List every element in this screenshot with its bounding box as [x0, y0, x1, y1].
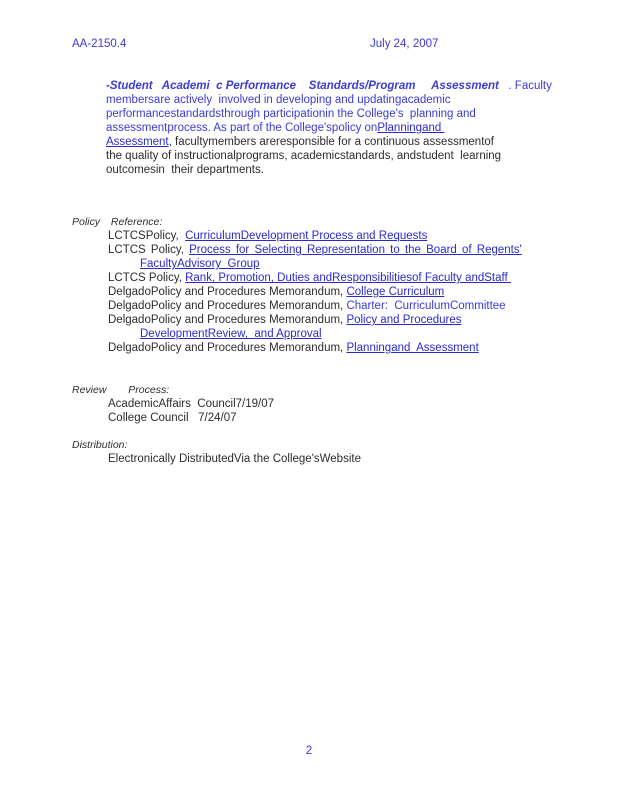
text-segment: . Faculty	[498, 80, 552, 92]
text-line	[108, 313, 522, 327]
text-line	[108, 285, 522, 299]
review-process-list	[108, 397, 274, 425]
text-line	[108, 229, 522, 243]
text-segment: assessmentprocess. As part of the College'spolicy on	[106, 122, 378, 134]
text-line	[108, 411, 274, 425]
regents-representation-link[interactable]: Process for Selecting Representation to the Board of Regents'	[189, 244, 522, 256]
text-segment: DelgadoPolicy and Procedures Memorandum,	[108, 286, 347, 298]
text-line	[106, 79, 552, 93]
text-line	[108, 397, 274, 411]
distribution-label: Distribution:	[72, 439, 128, 451]
text-segment: outcomesin their departments.	[106, 164, 264, 176]
document-date: July 24, 2007	[370, 38, 439, 50]
planning-and-assessment-memo-link[interactable]: Planningand Assessment	[346, 342, 479, 354]
distribution-list	[108, 452, 361, 466]
text-line	[106, 121, 552, 135]
policy-procedures-development-link[interactable]: DevelopmentReview, and Approval	[140, 328, 322, 340]
text-line	[106, 93, 552, 107]
text-line	[106, 149, 552, 163]
text-line	[108, 452, 361, 466]
text-line	[108, 243, 522, 257]
planning-and-assessment-policy-link[interactable]: Planningand	[377, 122, 445, 134]
text-segment: DelgadoPolicy and Procedures Memorandum,	[108, 342, 347, 354]
text-line	[108, 257, 522, 271]
text-line	[106, 163, 552, 177]
text-segment: DelgadoPolicy and Procedures Memorandum,	[108, 300, 347, 312]
text-line	[108, 299, 522, 313]
policy-procedures-development-link[interactable]: Policy and Procedures	[346, 314, 462, 326]
text-segment: performancestandardsthrough participationin the College's planning and	[106, 108, 476, 120]
text-line	[108, 327, 522, 341]
document-number: AA-2150.4	[72, 38, 127, 50]
policy-reference-label: Policy Reference:	[72, 216, 163, 228]
planning-and-assessment-policy-link[interactable]: Assessment	[106, 136, 169, 148]
text-segment: DelgadoPolicy and Procedures Memorandum,	[108, 314, 347, 326]
text-segment: LCTCS Policy,	[108, 244, 190, 256]
text-segment: LCTCSPolicy,	[108, 230, 186, 242]
page-number: 2	[305, 745, 313, 757]
text-segment: LCTCS Policy,	[108, 272, 186, 284]
text-line	[108, 271, 522, 285]
text-line	[108, 341, 522, 355]
text-segment: Electronically DistributedVia the College'sWebsite	[108, 453, 361, 465]
text-line	[106, 107, 552, 121]
text-segment: the quality of instructionalprograms, academicstandards, andstudent learning	[106, 150, 502, 162]
regents-representation-link[interactable]: FacultyAdvisory Group	[140, 258, 260, 270]
text-line	[106, 135, 552, 149]
rank-promotion-duties-link[interactable]: Rank, Promotion, Duties andResponsibilitiesof Faculty andStaff	[185, 272, 511, 284]
text-segment: , facultymembers areresponsible for a continuous assessmentof	[168, 136, 494, 148]
text-segment: College Council 7/24/07	[108, 412, 237, 424]
college-curriculum-link[interactable]: College Curriculum	[346, 286, 445, 298]
policy-reference-list	[108, 229, 522, 355]
text-segment: Charter: CurriculumCommittee	[346, 300, 506, 312]
body-paragraph	[106, 79, 552, 177]
text-segment: -Student Academi c Performance Standards/Program Assessment	[106, 80, 499, 92]
review-process-label: Review Process:	[72, 384, 170, 396]
text-segment: AcademicAffairs Council7/19/07	[108, 398, 274, 410]
curriculum-development-process-link[interactable]: CurriculumDevelopment Process and Requests	[185, 230, 428, 242]
text-segment: membersare actively involved in developing and updatingacademic	[106, 94, 451, 106]
